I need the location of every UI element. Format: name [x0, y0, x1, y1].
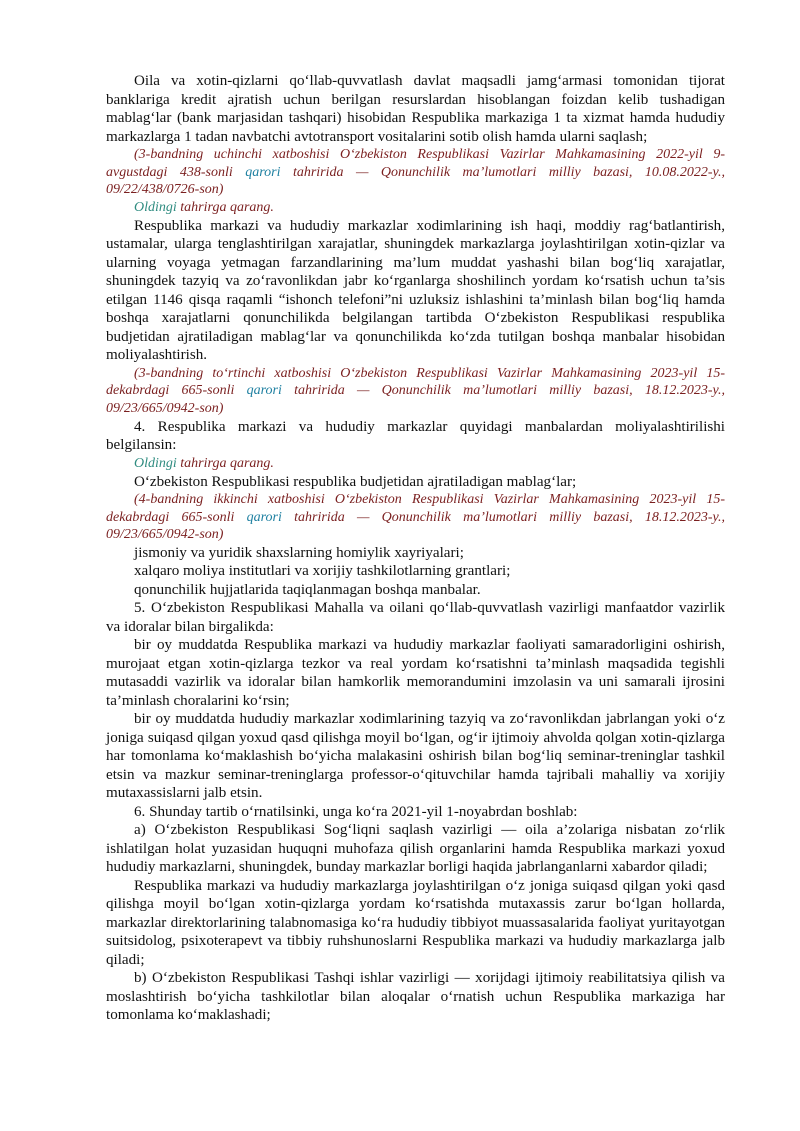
paragraph: xalqaro moliya institutlari va xorijiy tashkilotlarning grantlari; [134, 563, 511, 580]
paragraph: Respublika markazi va hududiy markazlar xodimlarining ish haqi, moddiy rag‘batlantirish, ustamalar, ularga tenglashtirilgan xarajatlar, shuningdek markazlarga joylashtirilgan xotin-qizlar va ularning voyaga yetmagan farzandlarining ma’lum muddat yashashi bilan bog‘liq xarajatlar, shuningdek tazyiq va zo‘ravonlikdan jabr ko‘rganlarga shoshilinch yordam ko‘rsatish uchun ta’sis etilgan 1146 qisqa raqamli “ishonch telefoni”ni uzluksiz ishlashini ta’minlash bilan bog‘liq hamda boshqa xarajatlarni qonunchilikda belgilangan tartibda O‘zbekiston Respublikasi respublika budjetidan ajratiladigan mablag‘lar va qonunchilikda ko‘zda tutilgan boshqa manbalar hisobidan moliyalashtirish. [106, 217, 725, 364]
decree-link[interactable]: qarori [245, 164, 281, 180]
previous-edition-link[interactable]: Oldingi [134, 455, 177, 471]
paragraph: a) O‘zbekiston Respublikasi Sog‘liqni saqlash vazirligi — oila a’zolariga nisbatan zo‘rlik ishlatilgan holat yuzasidan huquqni muhofaza qilish organlarini hamda Respublika markazi yoxud hududiy markazlarni, shuningdek, bunday markazlar borligi haqida jabrlanganlarni xabardor qiladi; [106, 822, 725, 876]
previous-edition-link[interactable]: Oldingi [134, 199, 177, 215]
paragraph: jismoniy va yuridik shaxslarning homiylik xayriyalari; [134, 544, 464, 561]
paragraph: b) O‘zbekiston Respublikasi Tashqi ishlar vazirligi — xorijdagi ijtimoiy reabilitatsiya qilish va moslashtirish bo‘yicha tashkilotlar bilan aloqalar o‘rnatish uchun Respublika markaziga har tomonlama ko‘maklashadi; [106, 970, 725, 1024]
decree-link[interactable]: qarori [246, 383, 282, 399]
amendment-note: (4-bandning ikkinchi xatboshisi O‘zbekiston Respublikasi Vazirlar Mahkamasining 2023-yil 15-dekabrdagi 665-sonli qarori tahririda — Qonunchilik ma’lumotlari milliy bazasi, 18.12.2023-y., 09/23/665/0942-son) [106, 492, 725, 543]
amendment-note: (3-bandning uchinchi xatboshisi O‘zbekiston Respublikasi Vazirlar Mahkamasining 2022-yil 9-avgustdagi 438-sonli qarori tahririda — Qonunchilik ma’lumotlari milliy bazasi, 10.08.2022-y., 09/22/438/0726-son) [106, 147, 725, 198]
amendment-note: (3-bandning to‘rtinchi xatboshisi O‘zbekiston Respublikasi Vazirlar Mahkamasining 2023-yil 15-dekabrdagi 665-sonli qarori tahririda — Qonunchilik ma’lumotlari milliy bazasi, 18.12.2023-y., 09/23/665/0942-son) [106, 365, 725, 416]
paragraph: O‘zbekiston Respublikasi respublika budjetidan ajratiladigan mablag‘lar; [134, 473, 577, 490]
decree-link[interactable]: qarori [246, 509, 282, 525]
paragraph: 5. O‘zbekiston Respublikasi Mahalla va oilani qo‘llab-quvvatlash vazirligi manfaatdor vazirlik va idoralar bilan birgalikda: [106, 600, 725, 635]
paragraph: bir oy muddatda hududiy markazlar xodimlarining tazyiq va zo‘ravonlikdan jabrlangan yoki o‘z joniga suiqasd qilgan yoxud qasd qilishga moyil bo‘lgan, og‘ir ijtimoiy ahvolda qolgan xotin-qizlarga har tomonlama ko‘maklashish bo‘yicha malakasini oshirish bilan bog‘liq seminar-treninglar tashkil etsin va mazkur seminar-treninglarga professor-o‘qituvchilar hamda tajribali mahalliy va xorijiy mutaxassislarni jalb etsin. [106, 711, 725, 802]
previous-edition-note: Oldingi tahrirga qarang. [134, 455, 274, 471]
paragraph: bir oy muddatda Respublika markazi va hududiy markazlar faoliyati samaradorligini oshirish, murojaat etgan xotin-qizlarga tezkor va real yordam ko‘rsatishni ta’minlash maqsadida tegishli mutasaddi vazirlik va idoralar bilan hamkorlik memorandumini imzolasin va uni samarali ijrosini ta’minlash choralarini ko‘rsin; [106, 637, 725, 709]
paragraph: qonunchilik hujjatlarida taqiqlanmagan boshqa manbalar. [134, 581, 481, 598]
paragraph: 6. Shunday tartib o‘rnatilsinki, unga ko‘ra 2021-yil 1-noyabrdan boshlab: [134, 803, 578, 820]
paragraph: Respublika markazi va hududiy markazlarga joylashtirilgan o‘z joniga suiqasd qilgan yoki qasd qilishga moyil bo‘lgan xotin-qizlarga yordam ko‘rsatishda mutaxassis zarur bo‘lgan hollarda, markazlar direktorlarining talabnomasiga ko‘ra hududiy tibbiyot muassasalarida faoliyat yuritayotgan suitsidolog, psixoterapevt va tibbiy ruhshunoslarni Respublika markazi va hududiy markazlarga jalb qiladi; [106, 877, 725, 968]
paragraph: 4. Respublika markazi va hududiy markazlar quyidagi manbalardan moliyalashtirilishi belgilansin: [106, 418, 725, 454]
previous-edition-note: Oldingi tahrirga qarang. [134, 199, 274, 215]
paragraph: Oila va xotin-qizlarni qo‘llab-quvvatlash davlat maqsadli jamg‘armasi tomonidan tijorat banklariga kredit ajratish uchun berilgan resurslardan hisoblangan foizdan kelib tushadigan mablag‘lar (bank marjasidan tashqari) hisobidan Respublika markaziga 1 ta xizmat hamda hududiy markazlarga 1 tadan navbatchi avtotransport vositalarini sotib olish hamda ularni saqlash; [106, 73, 725, 145]
